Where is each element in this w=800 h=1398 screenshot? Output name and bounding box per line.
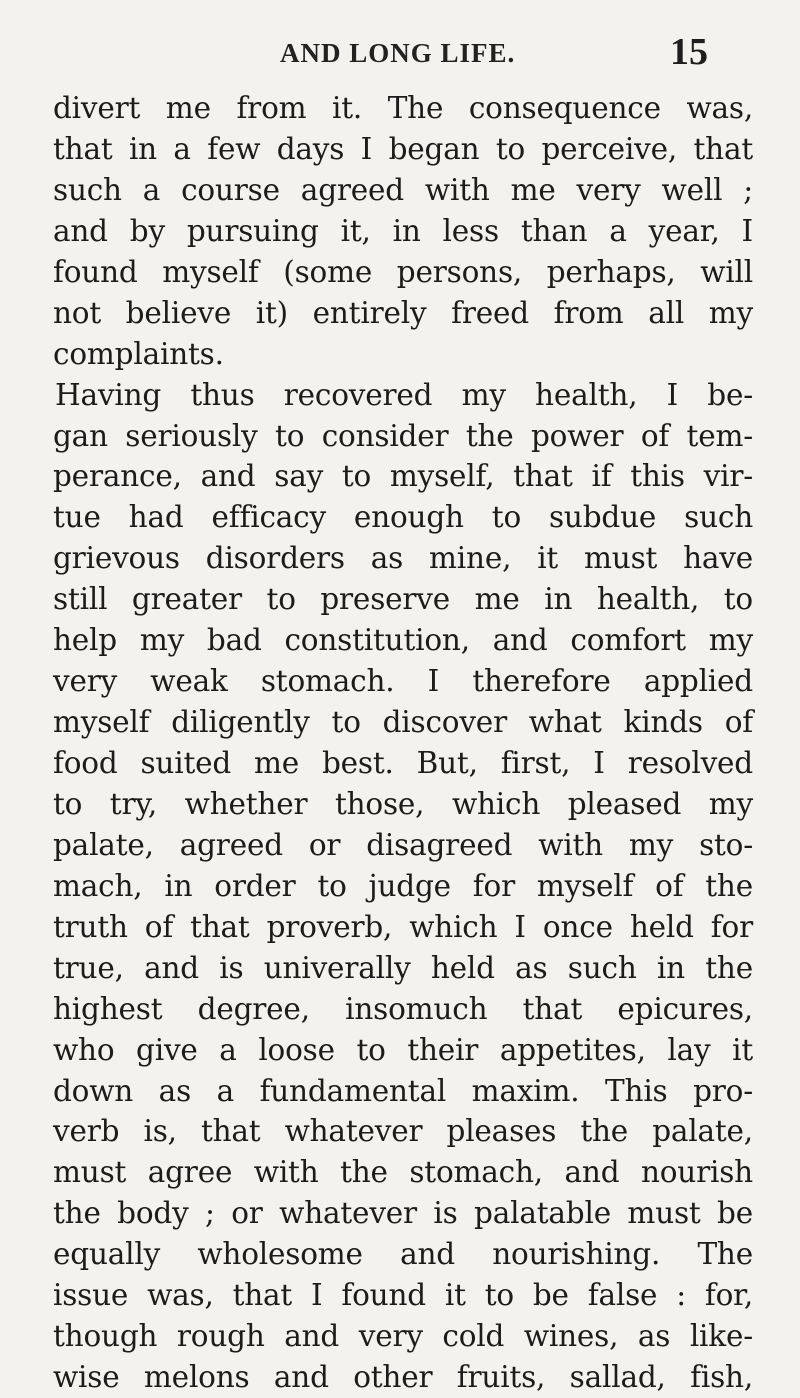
text-line: divert me from it. The consequence was, (53, 91, 753, 125)
text-line: truth of that proverb, which I once held for (53, 909, 753, 944)
text-line: equally wholesome and nourishing. The (53, 1237, 753, 1272)
text-line: complaints. (53, 336, 224, 371)
text-line: who give a loose to their appetites, lay it (53, 1032, 753, 1067)
text-line: very weak stomach. I therefore applied (53, 664, 753, 699)
text-line: myself diligently to discover what kinds of (53, 705, 753, 740)
text-line: down as a fundamental maxim. This pro- (53, 1073, 753, 1108)
text-line: found myself (some persons, perhaps, will (53, 254, 753, 289)
text-line: wise melons and other fruits, sallad, fish, (53, 1360, 753, 1395)
text-line: and by pursuing it, in less than a year, I (53, 213, 753, 248)
page-number: 15 (670, 31, 708, 73)
text-line: tue had efficacy enough to subdue such (53, 500, 753, 535)
running-head: AND LONG LIFE. (280, 38, 516, 68)
text-line: issue was, that I found it to be false : for, (53, 1278, 753, 1313)
text-line: though rough and very cold wines, as like- (53, 1319, 753, 1354)
text-line: the body ; or whatever is palatable must be (53, 1196, 753, 1231)
text-line: must agree with the stomach, and nourish (53, 1155, 753, 1190)
text-line: gan seriously to consider the power of tem- (53, 418, 753, 453)
page-header (0, 31, 800, 76)
text-line: food suited me best. But, first, I resolved (53, 746, 753, 780)
text-line: not believe it) entirely freed from all my (53, 295, 753, 330)
text-line: true, and is univerally held as such in the (53, 950, 753, 985)
text-line: grievous disorders as mine, it must have (53, 541, 753, 576)
text-line: verb is, that whatever pleases the palate, (53, 1114, 753, 1149)
text-line: palate, agreed or disagreed with my sto- (53, 827, 753, 862)
text-line: still greater to preserve me in health, to (53, 582, 753, 617)
text-line: that in a few days I began to perceive, that (53, 131, 753, 166)
text-line: Having thus recovered my health, I be- (55, 377, 753, 412)
text-line: perance, and say to myself, that if this vir- (53, 459, 753, 494)
text-line: highest degree, insomuch that epicures, (53, 991, 753, 1026)
text-line: such a course agreed with me very well ; (53, 172, 753, 207)
text-line: mach, in order to judge for myself of the (53, 868, 753, 903)
body-text (53, 88, 753, 1398)
text-line: help my bad constitution, and comfort my (53, 623, 753, 658)
text-line: to try, whether those, which pleased my (53, 786, 753, 821)
